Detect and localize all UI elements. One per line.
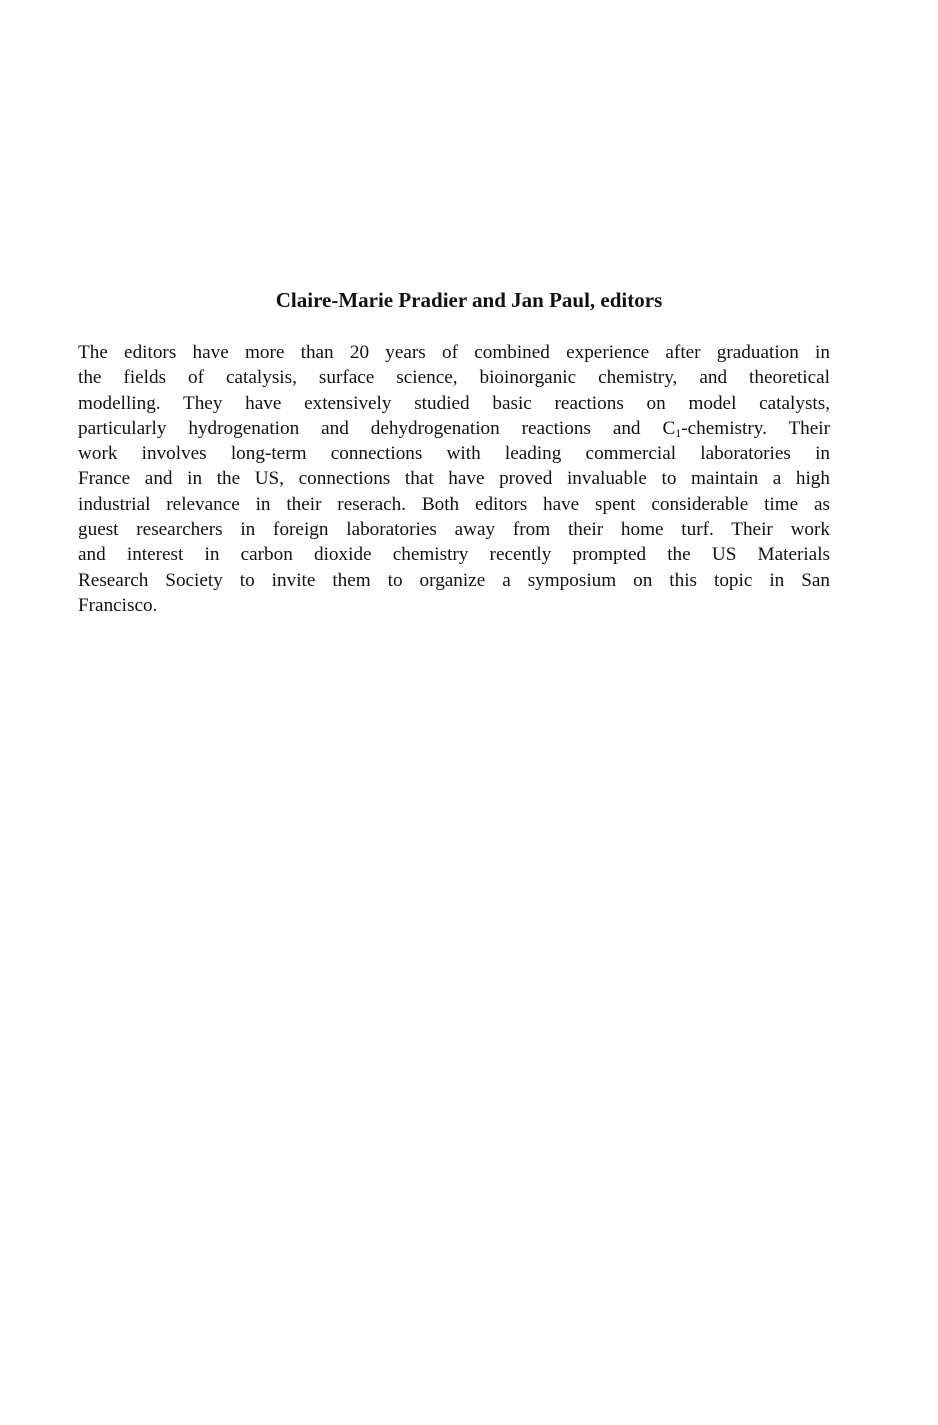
bio-line: Research Society to invite them to organize a symposium on this topic in San <box>78 569 830 591</box>
bio-line: modelling. They have extensively studied basic reactions on model catalysts, <box>78 392 830 414</box>
bio-line: Francisco. <box>78 594 158 616</box>
bio-line: The editors have more than 20 years of combined experience after graduation in <box>78 342 830 363</box>
bio-text: -chemistry. Their <box>681 417 831 439</box>
bio-line: industrial relevance in their reserach. Both editors have spent considerable time as <box>78 493 830 515</box>
bio-line: France and in the US, connections that have proved invaluable to maintain a high <box>78 468 830 490</box>
editors-heading: Claire-Marie Pradier and Jan Paul, editors <box>275 288 663 312</box>
bio-line: the fields of catalysis, surface science, bioinorganic chemistry, and theoretical <box>78 367 830 389</box>
bio-line: work involves long-term connections with leading commercial laboratories in <box>78 443 830 465</box>
editors-biography <box>78 340 830 618</box>
bio-text: particularly hydrogenation and dehydrogenation reactions and C <box>78 417 676 439</box>
bio-line <box>78 416 830 441</box>
bio-line: and interest in carbon dioxide chemistry recently prompted the US Materials <box>78 544 830 566</box>
bio-line: guest researchers in foreign laboratories away from their home turf. Their work <box>78 519 830 541</box>
chemistry-subscript: 1 <box>675 425 682 440</box>
